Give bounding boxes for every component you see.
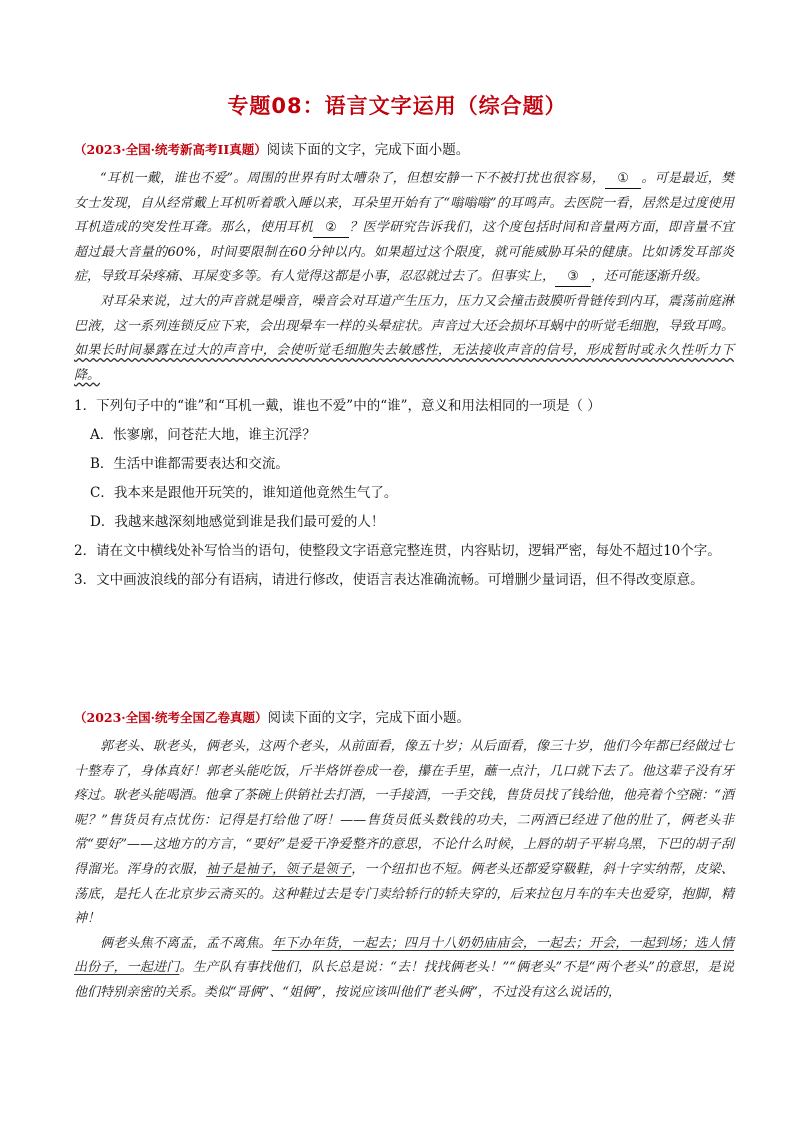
section-2	[74, 708, 734, 1006]
question-1-option-d: D．我越来越深刻地感觉到谁是我们最可爱的人！	[90, 514, 385, 531]
section-1-header	[74, 140, 734, 160]
question-1: 1．下列句子中的“谁”和“耳机一戴，谁也不爱”中的“谁”，意义和用法相同的一项是（ ）	[74, 398, 601, 415]
section-2-paragraph-2: 俩老头焦不离孟，孟不离焦。年下办年货，一起去；四月十八奶奶庙庙会，一起去；开会，一起到场；选人情出份子，一起进门。生产队有事找他们，队长总是说：“去！找找俩老头！”“俩老头”不是“两个老头”的意思，是说他们特别亲密的关系。类似“哥俩”、“姐俩”，按说应该叫他们“老头俩”，不过没有这么说话的，	[74, 935, 734, 1000]
blank-3: ③	[555, 268, 591, 287]
question-3: 3．文中画波浪线的部分有语病，请进行修改，使语言表达准确流畅。可增删少量词语，但不得改变原意。	[74, 572, 704, 589]
blank-2: ②	[313, 219, 349, 238]
section-2-source: （2023·全国·统考全国乙卷真题）	[74, 710, 268, 725]
section-1	[74, 140, 734, 595]
section-1-source: （2023·全国·统考新高考II真题）	[74, 142, 267, 157]
blank-1: ①	[605, 170, 641, 189]
question-2: 2．请在文中横线处补写恰当的语句，使整段文字语意完整连贯，内容贴切，逻辑严密，每处不超过10个字。	[74, 543, 721, 560]
underlined-phrase-2: 年下办年货，一起去；四月十八奶奶庙庙会，一起去；开会，一起到场；选人情出份子，一起进门	[74, 935, 734, 976]
question-1-option-b: B．生活中谁都需要表达和交流。	[90, 456, 289, 473]
question-1-option-c: C．我本来是跟他开玩笑的，谁知道他竟然生气了。	[90, 485, 398, 502]
section-1-paragraph-1: “耳机一戴，谁也不爱”。周围的世界有时太嘈杂了，但想安静一下不被打扰也很容易， ① 。可是最近，樊女士发现，自从经常戴上耳机听着歌入睡以来，耳朵里开始有了“嗡嗡嗡”的耳鸣声。去医院一看，居然是过度使用耳机造成的突发性耳聋。那么，使用耳机 ② ？医学研究告诉我们，这个度包括时间和音量两方面，即音量不宜超过最大音量的60%，时间要限制在60分钟以内。如果超过这个限度，就可能威胁耳朵的健康。比如诱发耳部炎症，导致耳朵疼痛、耳屎变多等。有人觉得这都是小事，忍忍就过去了。但事实上， ③ ，还可能逐渐升级。	[74, 167, 734, 290]
question-list	[74, 392, 734, 595]
wavy-underlined-sentence: 如果长时间暴露在过大的声音中，会使听觉毛细胞失去敏感性，无法接收声音的信号，形成暂时或永久性听力下降。	[74, 343, 734, 383]
section-1-paragraph-2: 对耳朵来说，过大的声音就是噪音，噪音会对耳道产生压力，压力又会撞击鼓膜听骨链传到内耳，震荡前庭淋巴液，这一系列连锁反应下来，会出现晕车一样的头晕症状。声音过大还会损坏耳蜗中的听觉毛细胞，导致耳鸣。如果长时间暴露在过大的声音中，会使听觉毛细胞失去敏感性，无法接收声音的信号，形成暂时或永久性听力下降。	[74, 293, 734, 383]
question-1-option-a: A．怅寥廓，问苍茫大地，谁主沉浮？	[90, 427, 316, 444]
page-title: 专题08：语言文字运用（综合题）	[227, 94, 567, 118]
underlined-phrase-1: 袖子是袖子，领子是领子	[206, 861, 352, 877]
section-2-intro: 阅读下面的文字，完成下面小题。	[267, 710, 470, 726]
section-2-header	[74, 708, 734, 728]
section-2-paragraph-1: 郭老头、耿老头，俩老头，这两个老头，从前面看，像五十岁；从后面看，像三十岁，他们今年都已经做过七十整寿了，身体真好！郭老头能吃饭，斤半烙饼卷成一卷，攥在手里，蘸一点汁，几口就下去了。他这辈子没有牙疼过。耿老头能喝酒。他拿了茶碗上供销社去打酒，一手接酒，一手交钱，售货员找了钱给他，他亮着个空碗：“酒呢？”售货员有点忧伤：记得是打给他了呀！——售货员低头数钱的功夫，二两酒已经进了他的肚了，俩老头非常“要好”——这地方的方言，“要好”是爱干净爱整齐的意思，不论什么时候，上唇的胡子平崭乌黑，下巴的胡子刮得溜光。浑身的衣服，袖子是袖子，领子是领子，一个纽扣也不短。俩老头还都爱穿靸鞋，斜十字实纳帮，皮梁、荡底，是托人在北京步云斋买的。这种鞋过去是专门卖给轿行的轿夫穿的，后来拉包月车的车夫也爱穿，抱脚，精神！	[74, 739, 734, 927]
section-1-intro: 阅读下面的文字，完成下面小题。	[266, 142, 470, 158]
